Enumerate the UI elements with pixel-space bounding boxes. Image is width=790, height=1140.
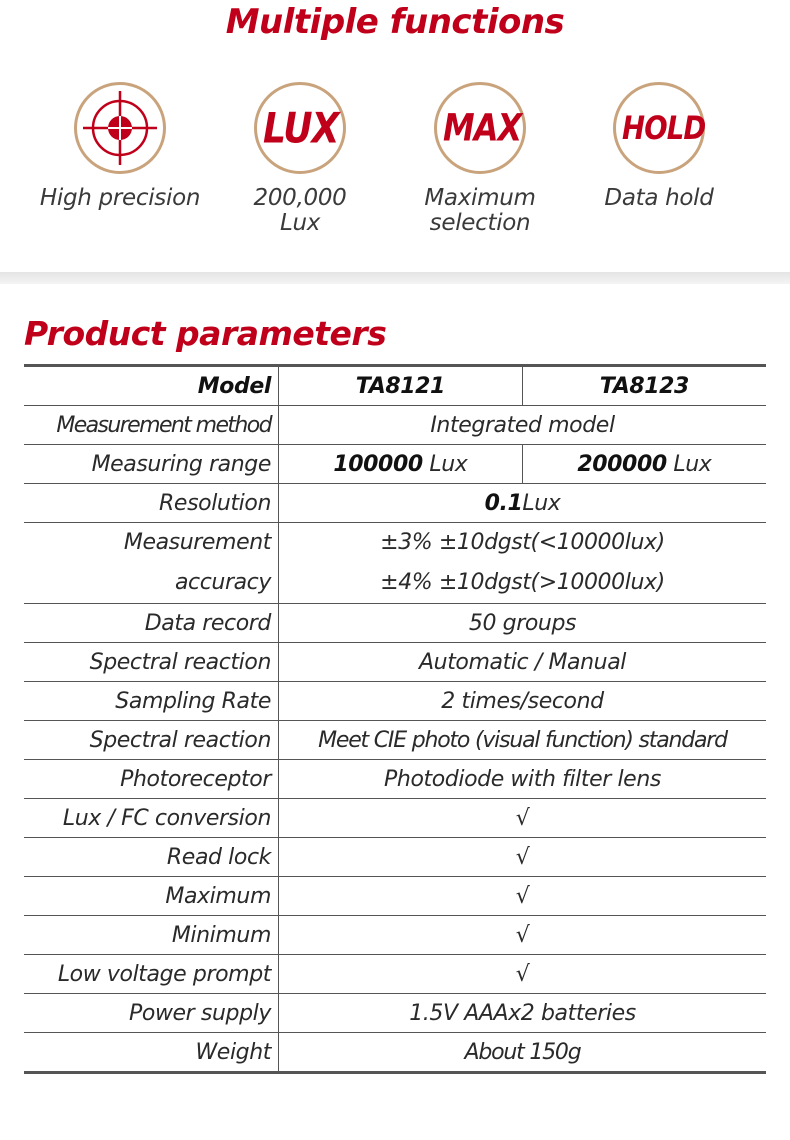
table-row	[24, 445, 766, 484]
param-label: Measurement method	[24, 406, 279, 445]
param-label: Low voltage prompt	[24, 955, 279, 994]
param-label: Spectral reaction	[24, 721, 279, 760]
table-row	[24, 721, 766, 760]
hold-badge-icon: HOLD	[613, 82, 705, 174]
param-label: Minimum	[24, 916, 279, 955]
param-value: Automatic / Manual	[279, 643, 767, 682]
check-mark: √	[279, 916, 767, 955]
check-mark: √	[279, 799, 767, 838]
param-label: Power supply	[24, 994, 279, 1033]
param-value: 50 groups	[279, 604, 767, 643]
param-label: Maximum	[24, 877, 279, 916]
table-row	[24, 682, 766, 721]
param-label: Model	[24, 366, 279, 406]
feature-high-precision	[30, 82, 210, 211]
table-row	[24, 366, 766, 406]
table-row	[24, 994, 766, 1033]
param-value: About 150g	[279, 1033, 767, 1073]
feature-list	[0, 82, 790, 252]
param-value-a: 100000 Lux	[279, 445, 523, 484]
feature-caption: High precision	[39, 185, 201, 211]
crosshair-icon	[74, 82, 166, 174]
table-row	[24, 955, 766, 994]
table-row	[24, 604, 766, 643]
model-b: TA8123	[522, 366, 766, 406]
param-label: Measuring range	[24, 445, 279, 484]
param-value-b: 200000 Lux	[522, 445, 766, 484]
max-badge-icon: MAX	[434, 82, 526, 174]
check-mark: √	[279, 838, 767, 877]
table-row	[24, 838, 766, 877]
check-mark: √	[279, 877, 767, 916]
param-label: Lux / FC conversion	[24, 799, 279, 838]
param-value: Photodiode with filter lens	[279, 760, 767, 799]
functions-section	[0, 0, 790, 272]
param-label: Data record	[24, 604, 279, 643]
feature-caption: Maximum selection	[424, 185, 536, 236]
functions-title: Multiple functions	[225, 2, 565, 42]
param-value: Integrated model	[279, 406, 767, 445]
table-row	[24, 799, 766, 838]
param-label: Resolution	[24, 484, 279, 523]
param-label: Spectral reaction	[24, 643, 279, 682]
table-row	[24, 916, 766, 955]
param-label: Measurement accuracy	[24, 523, 279, 604]
feature-caption: Data hold	[604, 185, 714, 211]
table-row	[24, 877, 766, 916]
parameters-table	[24, 364, 766, 1074]
lux-badge-icon: LUX	[254, 82, 346, 174]
model-a: TA8121	[279, 366, 523, 406]
feature-hold	[569, 82, 749, 211]
param-value: 2 times/second	[279, 682, 767, 721]
section-divider	[0, 272, 790, 284]
table-row	[24, 1033, 766, 1073]
param-label: Photoreceptor	[24, 760, 279, 799]
param-label: Weight	[24, 1033, 279, 1073]
param-value: Meet CIE photo (visual function) standard	[279, 721, 767, 760]
feature-max	[390, 82, 570, 236]
param-value: ±3% ±10dgst(<10000lux) ±4% ±10dgst(>10000lux)	[279, 523, 767, 604]
table-row	[24, 484, 766, 523]
table-row	[24, 523, 766, 604]
param-value: 0.1Lux	[279, 484, 767, 523]
table-row	[24, 406, 766, 445]
table-row	[24, 760, 766, 799]
param-value: 1.5V AAAx2 batteries	[279, 994, 767, 1033]
feature-lux	[210, 82, 390, 236]
params-title: Product parameters	[24, 314, 387, 353]
feature-caption: 200,000 Lux	[253, 185, 347, 236]
table-row	[24, 643, 766, 682]
check-mark: √	[279, 955, 767, 994]
param-label: Read lock	[24, 838, 279, 877]
param-label: Sampling Rate	[24, 682, 279, 721]
